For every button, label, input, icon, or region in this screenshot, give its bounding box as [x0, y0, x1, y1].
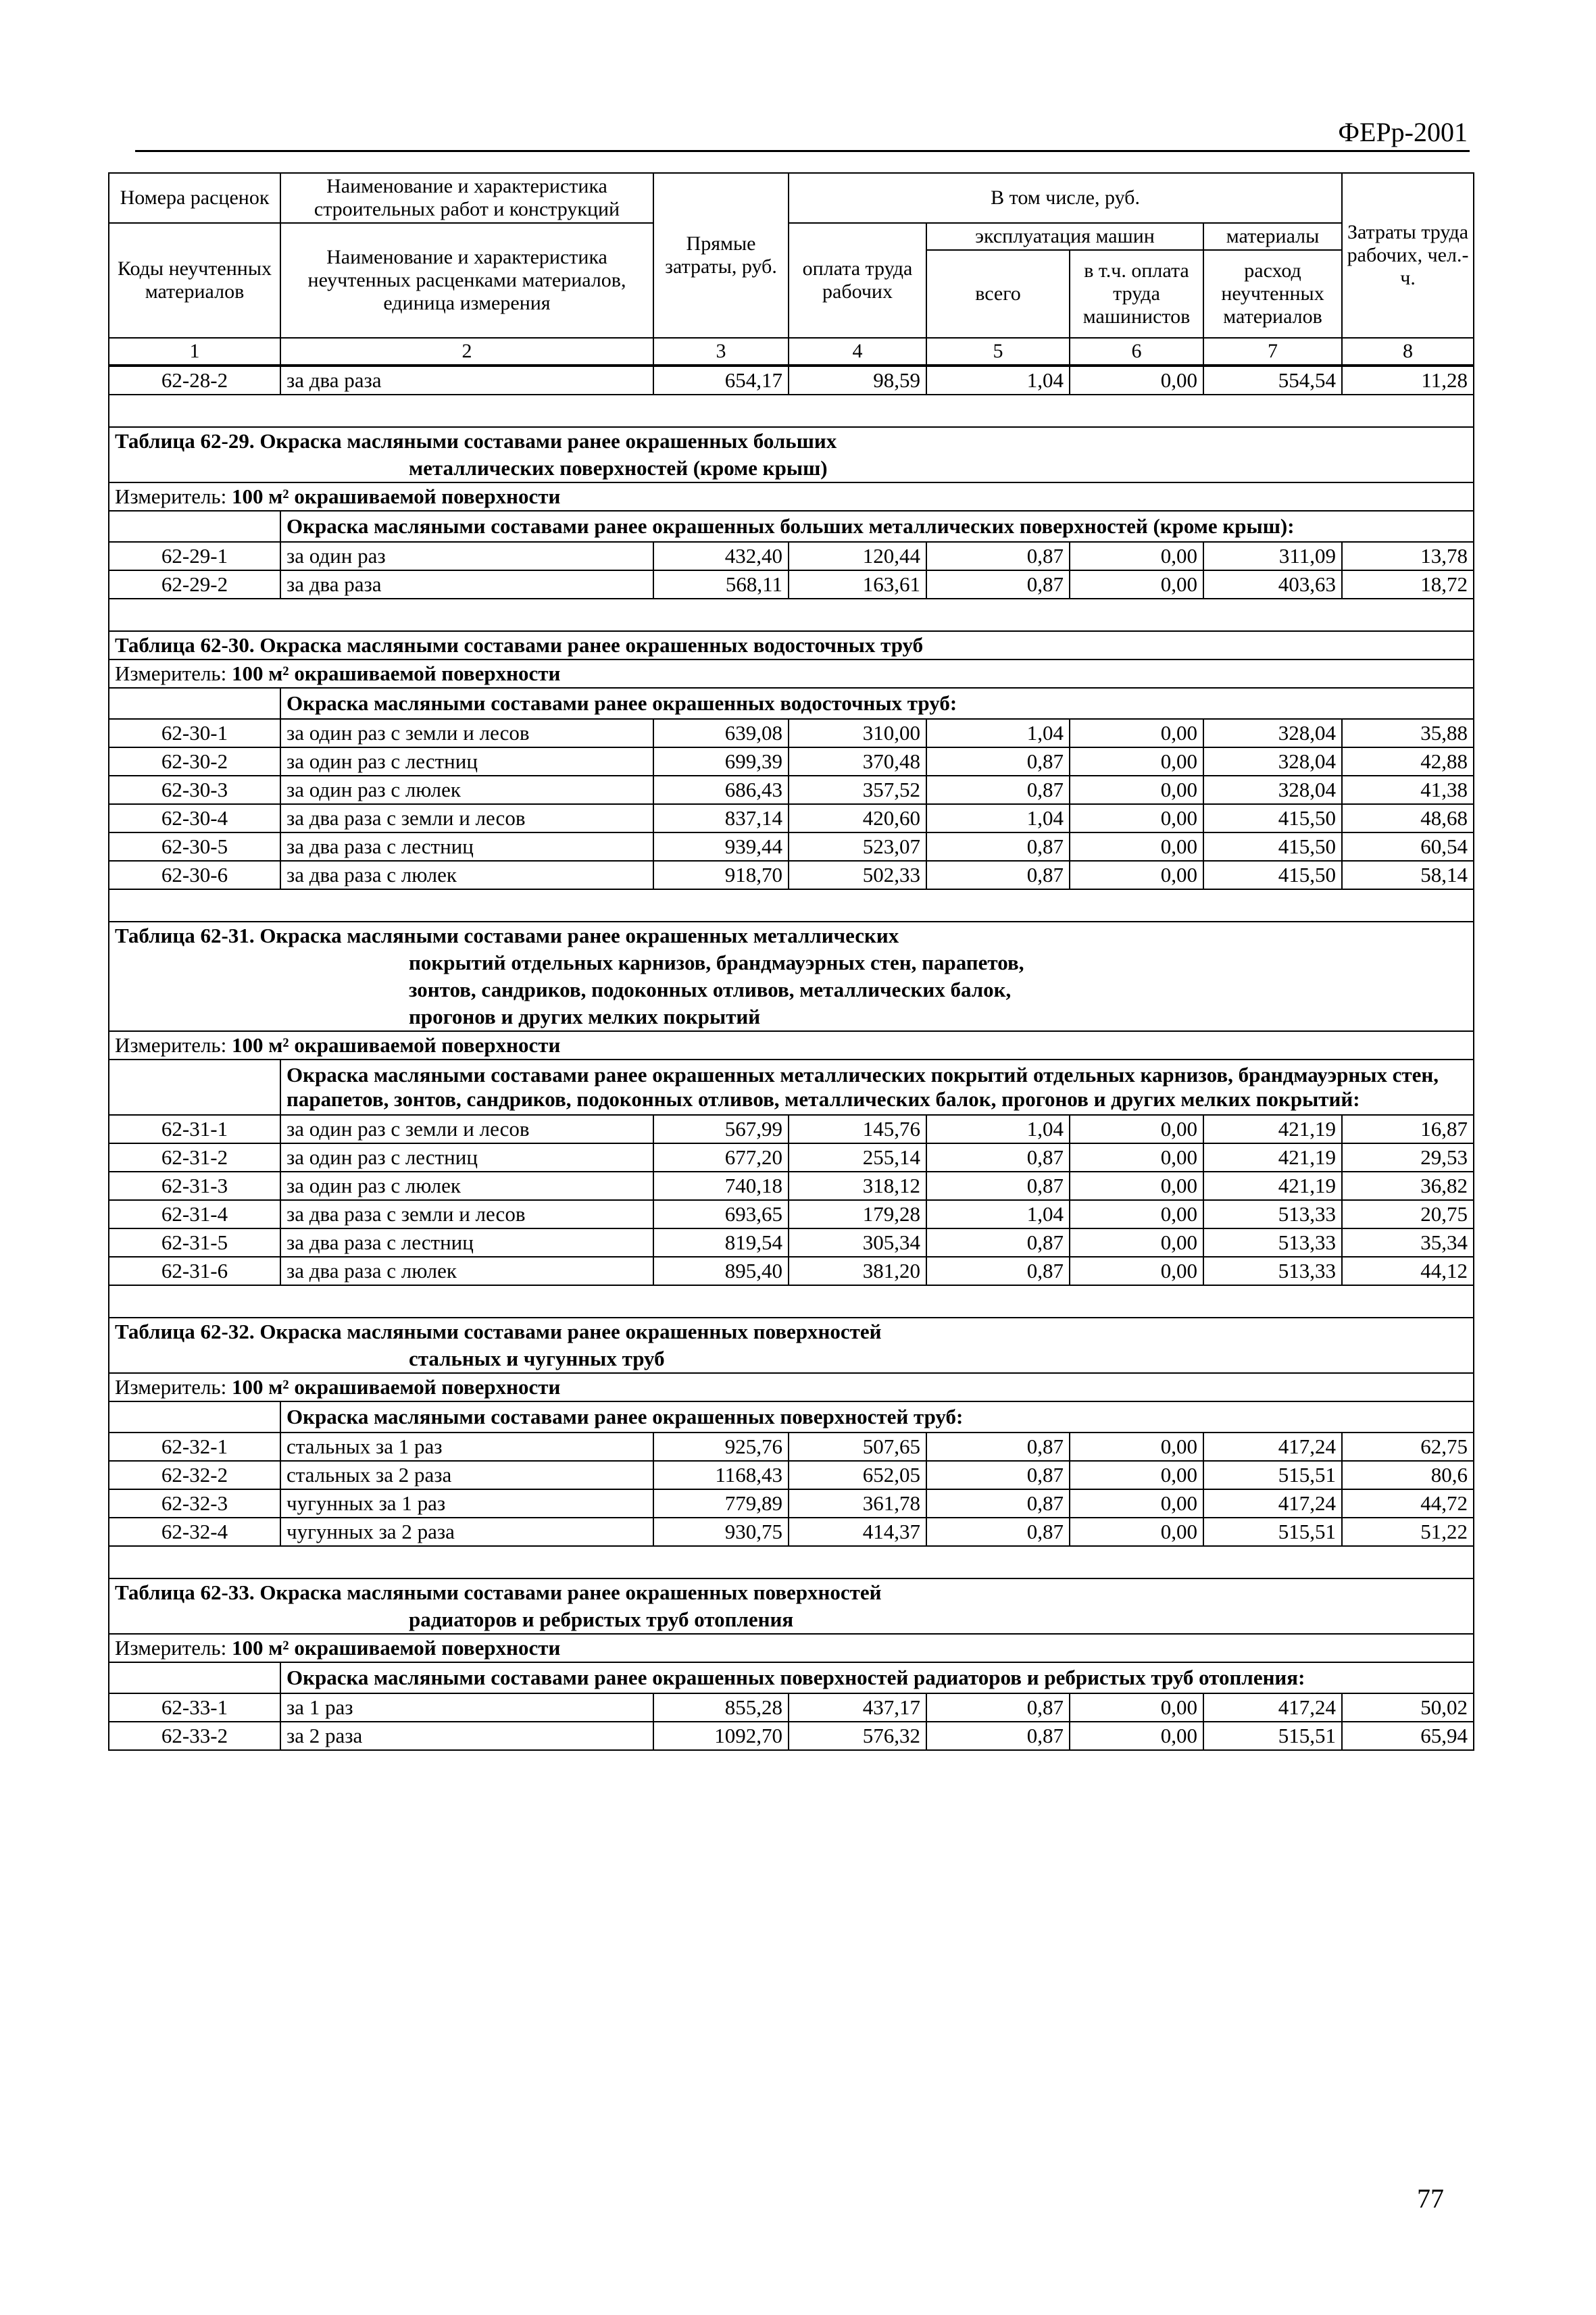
rate-value: 576,32: [789, 1722, 926, 1750]
header-material-names: Наименование и характеристика неучтенных расценками материалов, единица измерения: [280, 223, 653, 338]
measure-value: 100 м² окрашиваемой поверхности: [231, 1033, 561, 1057]
rate-name: за один раз с люлек: [280, 1172, 653, 1200]
rate-value: 639,08: [653, 719, 789, 747]
rate-value: 80,6: [1342, 1461, 1474, 1489]
rate-value: 318,12: [789, 1172, 926, 1200]
table-title: [109, 1578, 1474, 1634]
rate-value: 65,94: [1342, 1722, 1474, 1750]
rate-name: за два раза: [280, 366, 653, 395]
col-number: 5: [926, 338, 1070, 365]
rate-value: 1,04: [926, 719, 1070, 747]
col-number: 7: [1203, 338, 1342, 365]
table-row: [109, 1722, 1474, 1750]
rate-value: 515,51: [1203, 1722, 1342, 1750]
rate-value: 1,04: [926, 1115, 1070, 1143]
rate-code: 62-32-4: [109, 1518, 280, 1546]
rate-code: 62-32-2: [109, 1461, 280, 1489]
rate-value: 0,87: [926, 1693, 1070, 1722]
rate-value: 50,02: [1342, 1693, 1474, 1722]
rate-name: за два раза: [280, 570, 653, 599]
section-row: [109, 1662, 1474, 1693]
table-row: [109, 1200, 1474, 1228]
rate-value: 18,72: [1342, 570, 1474, 599]
rate-value: 0,00: [1070, 1115, 1203, 1143]
header-rule: [135, 150, 1470, 152]
rate-code: 62-32-1: [109, 1433, 280, 1461]
rate-code: 62-31-6: [109, 1257, 280, 1285]
rate-value: 0,87: [926, 1257, 1070, 1285]
rate-value: 819,54: [653, 1228, 789, 1257]
rate-name: за 1 раз: [280, 1693, 653, 1722]
rate-value: 513,33: [1203, 1257, 1342, 1285]
measure-value: 100 м² окрашиваемой поверхности: [231, 1375, 561, 1399]
measure-row: [109, 1634, 1474, 1662]
rate-name: стальных за 1 раз: [280, 1433, 653, 1461]
rate-value: 357,52: [789, 776, 926, 804]
rate-value: 35,88: [1342, 719, 1474, 747]
table-row: [109, 1172, 1474, 1200]
section-code-cell: [109, 1401, 280, 1433]
rate-value: 0,00: [1070, 1433, 1203, 1461]
header-machine-operation: эксплуатация машин: [926, 223, 1203, 250]
rate-code: 62-30-6: [109, 861, 280, 889]
rate-value: 370,48: [789, 747, 926, 776]
rate-value: 437,17: [789, 1693, 926, 1722]
rate-value: 0,00: [1070, 542, 1203, 570]
table-row: [109, 1433, 1474, 1461]
measure-label: Измеритель:: [115, 1636, 232, 1660]
rate-value: 255,14: [789, 1143, 926, 1172]
rate-name: за один раз с люлек: [280, 776, 653, 804]
rate-value: 523,07: [789, 832, 926, 861]
table-title: [109, 427, 1474, 482]
rate-code: 62-33-1: [109, 1693, 280, 1722]
rate-value: 0,00: [1070, 1489, 1203, 1518]
rate-value: 421,19: [1203, 1115, 1342, 1143]
rate-name: за один раз с земли и лесов: [280, 1115, 653, 1143]
header-labor-pay: оплата труда рабочих: [789, 223, 926, 338]
rate-value: 0,00: [1070, 366, 1203, 395]
table-row: [109, 1115, 1474, 1143]
rate-value: 0,87: [926, 1461, 1070, 1489]
section-heading: Окраска масляными составами ранее окрашенных поверхностей радиаторов и ребристых труб отопления:: [280, 1662, 1474, 1693]
table-row: [109, 861, 1474, 889]
rate-value: 1,04: [926, 804, 1070, 832]
rate-value: 163,61: [789, 570, 926, 599]
table-title-line: радиаторов и ребристых труб отопления: [409, 1608, 794, 1631]
rate-value: 420,60: [789, 804, 926, 832]
header-work-name: Наименование и характеристика строительных работ и конструкций: [280, 173, 653, 223]
table-row: [109, 1693, 1474, 1722]
rate-code: 62-31-2: [109, 1143, 280, 1172]
table-row: [109, 1143, 1474, 1172]
rate-value: 98,59: [789, 366, 926, 395]
rate-value: 686,43: [653, 776, 789, 804]
rate-value: 0,00: [1070, 1518, 1203, 1546]
rate-value: 1,04: [926, 1200, 1070, 1228]
measure-row: [109, 1031, 1474, 1060]
table-title-row: [109, 922, 1474, 1031]
rate-value: 930,75: [653, 1518, 789, 1546]
section-heading: Окраска масляными составами ранее окрашенных металлических покрытий отдельных карнизов, брандмауэрных стен, парапетов, зонтов, сандриков, подоконных отливов, металлических балок, прогонов и других мелких покрытий:: [280, 1060, 1474, 1115]
table-title: [109, 631, 1474, 659]
measure-value: 100 м² окрашиваемой поверхности: [231, 662, 561, 685]
rate-value: 179,28: [789, 1200, 926, 1228]
measure-label: Измеритель:: [115, 1375, 232, 1399]
rate-value: 0,87: [926, 1172, 1070, 1200]
rate-value: 939,44: [653, 832, 789, 861]
spacer-row: [109, 395, 1474, 427]
section-heading: Окраска масляными составами ранее окрашенных поверхностей труб:: [280, 1401, 1474, 1433]
rates-frame: [108, 172, 1473, 1751]
rate-value: 0,00: [1070, 861, 1203, 889]
header-materials: материалы: [1203, 223, 1342, 250]
col-number: 8: [1342, 338, 1474, 365]
rate-value: 837,14: [653, 804, 789, 832]
measure-row: [109, 1373, 1474, 1401]
rate-value: 403,63: [1203, 570, 1342, 599]
page-number: 77: [1417, 2183, 1444, 2214]
rate-value: 0,87: [926, 570, 1070, 599]
rate-code: 62-30-5: [109, 832, 280, 861]
rate-code: 62-29-1: [109, 542, 280, 570]
section-row: [109, 511, 1474, 542]
rate-value: 16,87: [1342, 1115, 1474, 1143]
table-title-line: Таблица 62-30. Окраска масляными составами ранее окрашенных водосточных труб: [115, 633, 924, 657]
rate-value: 699,39: [653, 747, 789, 776]
col-number: 4: [789, 338, 926, 365]
rate-value: 417,24: [1203, 1693, 1342, 1722]
rate-value: 328,04: [1203, 719, 1342, 747]
section-row: [109, 1401, 1474, 1433]
table-title-row: [109, 1318, 1474, 1373]
rate-value: 0,00: [1070, 776, 1203, 804]
measure-unit: [109, 659, 1474, 688]
rate-value: 432,40: [653, 542, 789, 570]
table-row: [109, 1489, 1474, 1518]
rate-value: 415,50: [1203, 804, 1342, 832]
table-row: [109, 570, 1474, 599]
spacer-row: [109, 1285, 1474, 1318]
rate-name: за один раз с лестниц: [280, 747, 653, 776]
header-machinist-pay: в т.ч. оплата труда машинистов: [1070, 250, 1203, 338]
rate-value: 0,00: [1070, 1461, 1203, 1489]
rate-name: за два раза с лестниц: [280, 832, 653, 861]
table-row: [109, 776, 1474, 804]
spacer-row: [109, 889, 1474, 922]
table-row: [109, 1257, 1474, 1285]
rate-value: 918,70: [653, 861, 789, 889]
measure-label: Измеритель:: [115, 1033, 232, 1057]
rates-body-table: [108, 366, 1474, 1751]
rate-code: 62-31-3: [109, 1172, 280, 1200]
rate-value: 36,82: [1342, 1172, 1474, 1200]
rate-value: 1,04: [926, 366, 1070, 395]
col-number: 6: [1070, 338, 1203, 365]
rate-value: 0,00: [1070, 1172, 1203, 1200]
rate-value: 13,78: [1342, 542, 1474, 570]
table-row: [109, 1228, 1474, 1257]
table-title-line: покрытий отдельных карнизов, брандмауэрных стен, парапетов,: [409, 951, 1024, 974]
rate-name: за один раз с земли и лесов: [280, 719, 653, 747]
rate-value: 305,34: [789, 1228, 926, 1257]
rate-value: 42,88: [1342, 747, 1474, 776]
rate-value: 381,20: [789, 1257, 926, 1285]
table-row: [109, 542, 1474, 570]
rate-value: 740,18: [653, 1172, 789, 1200]
rate-code: 62-33-2: [109, 1722, 280, 1750]
rate-value: 11,28: [1342, 366, 1474, 395]
rate-value: 0,87: [926, 1722, 1070, 1750]
header-rate-numbers: Номера расценок: [109, 173, 280, 223]
table-title-row: [109, 427, 1474, 482]
document-code: ФЕРр-2001: [1338, 117, 1468, 147]
rate-value: 0,87: [926, 1228, 1070, 1257]
measure-row: [109, 659, 1474, 688]
rate-value: 44,12: [1342, 1257, 1474, 1285]
rate-value: 513,33: [1203, 1200, 1342, 1228]
section-code-cell: [109, 1060, 280, 1115]
rate-value: 567,99: [653, 1115, 789, 1143]
spacer-cell: [109, 889, 1474, 922]
section-heading: Окраска масляными составами ранее окрашенных больших металлических поверхностей (кроме крыш):: [280, 511, 1474, 542]
section-row: [109, 1060, 1474, 1115]
rate-value: 0,00: [1070, 570, 1203, 599]
rate-value: 1092,70: [653, 1722, 789, 1750]
rate-value: 507,65: [789, 1433, 926, 1461]
rate-value: 361,78: [789, 1489, 926, 1518]
header-machine-total: всего: [926, 250, 1070, 338]
table-row: [109, 804, 1474, 832]
section-row: [109, 688, 1474, 719]
rate-value: 328,04: [1203, 747, 1342, 776]
table-title-line: металлических поверхностей (кроме крыш): [409, 456, 828, 480]
measure-value: 100 м² окрашиваемой поверхности: [231, 484, 561, 508]
section-code-cell: [109, 688, 280, 719]
rate-code: 62-31-4: [109, 1200, 280, 1228]
table-row: [109, 1518, 1474, 1546]
rate-value: 310,00: [789, 719, 926, 747]
rate-name: чугунных за 1 раз: [280, 1489, 653, 1518]
rate-value: 58,14: [1342, 861, 1474, 889]
spacer-cell: [109, 1546, 1474, 1578]
rate-value: 60,54: [1342, 832, 1474, 861]
table-title-line: Таблица 62-32. Окраска масляными составами ранее окрашенных поверхностей: [115, 1320, 882, 1343]
rate-value: 0,00: [1070, 1257, 1203, 1285]
rate-name: чугунных за 2 раза: [280, 1518, 653, 1546]
spacer-cell: [109, 599, 1474, 631]
rate-value: 554,54: [1203, 366, 1342, 395]
table-row: [109, 719, 1474, 747]
section-code-cell: [109, 1662, 280, 1693]
rate-value: 0,00: [1070, 1693, 1203, 1722]
rate-value: 0,87: [926, 542, 1070, 570]
measure-label: Измеритель:: [115, 662, 232, 685]
rate-value: 0,87: [926, 1489, 1070, 1518]
measure-label: Измеритель:: [115, 484, 232, 508]
rate-value: 0,87: [926, 1433, 1070, 1461]
rate-name: за два раза с лестниц: [280, 1228, 653, 1257]
rate-name: за два раза с люлек: [280, 861, 653, 889]
spacer-row: [109, 599, 1474, 631]
table-title-line: Таблица 62-33. Окраска масляными составами ранее окрашенных поверхностей: [115, 1580, 882, 1604]
rate-value: 0,00: [1070, 1143, 1203, 1172]
measure-unit: [109, 482, 1474, 511]
rate-value: 311,09: [1203, 542, 1342, 570]
rate-value: 677,20: [653, 1143, 789, 1172]
rate-value: 895,40: [653, 1257, 789, 1285]
rate-value: 48,68: [1342, 804, 1474, 832]
rate-value: 120,44: [789, 542, 926, 570]
measure-row: [109, 482, 1474, 511]
rate-value: 417,24: [1203, 1433, 1342, 1461]
table-row: [109, 747, 1474, 776]
rate-name: за один раз с лестниц: [280, 1143, 653, 1172]
rate-value: 693,65: [653, 1200, 789, 1228]
rate-value: 515,51: [1203, 1518, 1342, 1546]
rate-value: 51,22: [1342, 1518, 1474, 1546]
rate-value: 779,89: [653, 1489, 789, 1518]
rate-value: 0,00: [1070, 832, 1203, 861]
rate-name: стальных за 2 раза: [280, 1461, 653, 1489]
rate-name: за два раза с люлек: [280, 1257, 653, 1285]
rate-value: 0,87: [926, 1518, 1070, 1546]
rate-value: 417,24: [1203, 1489, 1342, 1518]
spacer-row: [109, 1546, 1474, 1578]
rate-value: 415,50: [1203, 861, 1342, 889]
col-number: 2: [280, 338, 653, 365]
header-including: В том числе, руб.: [789, 173, 1342, 223]
header-labor-costs: Затраты труда рабочих, чел.-ч.: [1342, 173, 1474, 338]
rate-value: 0,87: [926, 1143, 1070, 1172]
rate-value: 0,00: [1070, 804, 1203, 832]
header-material-codes: Коды неучтенных материалов: [109, 223, 280, 338]
rate-name: за два раза с земли и лесов: [280, 1200, 653, 1228]
col-number: 3: [653, 338, 789, 365]
rate-value: 0,87: [926, 861, 1070, 889]
rate-value: 654,17: [653, 366, 789, 395]
rate-code: 62-30-2: [109, 747, 280, 776]
rate-value: 421,19: [1203, 1172, 1342, 1200]
table-title-row: [109, 1578, 1474, 1634]
rate-value: 515,51: [1203, 1461, 1342, 1489]
column-header-table: [108, 172, 1474, 366]
section-code-cell: [109, 511, 280, 542]
rate-value: 1168,43: [653, 1461, 789, 1489]
rate-value: 415,50: [1203, 832, 1342, 861]
rate-value: 568,11: [653, 570, 789, 599]
col-number: 1: [109, 338, 280, 365]
rate-value: 145,76: [789, 1115, 926, 1143]
measure-unit: [109, 1373, 1474, 1401]
rate-value: 0,00: [1070, 1722, 1203, 1750]
measure-unit: [109, 1031, 1474, 1060]
measure-unit: [109, 1634, 1474, 1662]
rate-value: 0,87: [926, 747, 1070, 776]
measure-value: 100 м² окрашиваемой поверхности: [231, 1636, 561, 1660]
rate-value: 35,34: [1342, 1228, 1474, 1257]
rate-value: 502,33: [789, 861, 926, 889]
rate-value: 0,00: [1070, 747, 1203, 776]
rate-code: 62-30-4: [109, 804, 280, 832]
rate-code: 62-32-3: [109, 1489, 280, 1518]
table-title: [109, 1318, 1474, 1373]
rate-value: 0,00: [1070, 719, 1203, 747]
table-title-line: Таблица 62-31. Окраска масляными составами ранее окрашенных металлических: [115, 924, 899, 947]
table-title-line: стальных и чугунных труб: [409, 1347, 665, 1370]
rate-code: 62-31-5: [109, 1228, 280, 1257]
rate-name: за 2 раза: [280, 1722, 653, 1750]
rate-value: 41,38: [1342, 776, 1474, 804]
rate-value: 414,37: [789, 1518, 926, 1546]
rate-value: 328,04: [1203, 776, 1342, 804]
rate-value: 421,19: [1203, 1143, 1342, 1172]
header-direct-costs: Прямые затраты, руб.: [653, 173, 789, 338]
table-title-row: [109, 631, 1474, 659]
section-heading: Окраска масляными составами ранее окрашенных водосточных труб:: [280, 688, 1474, 719]
table-row: [109, 832, 1474, 861]
rate-value: 0,87: [926, 832, 1070, 861]
rate-value: 29,53: [1342, 1143, 1474, 1172]
rate-value: 925,76: [653, 1433, 789, 1461]
header-materials-unaccounted: расход неучтенных материалов: [1203, 250, 1342, 338]
rate-value: 0,87: [926, 776, 1070, 804]
rate-value: 0,00: [1070, 1200, 1203, 1228]
spacer-cell: [109, 1285, 1474, 1318]
rate-value: 44,72: [1342, 1489, 1474, 1518]
spacer-cell: [109, 395, 1474, 427]
rate-value: 20,75: [1342, 1200, 1474, 1228]
rate-value: 855,28: [653, 1693, 789, 1722]
rate-value: 652,05: [789, 1461, 926, 1489]
table-title-line: Таблица 62-29. Окраска масляными составами ранее окрашенных больших: [115, 429, 837, 453]
rate-value: 0,00: [1070, 1228, 1203, 1257]
rate-code: 62-29-2: [109, 570, 280, 599]
rate-name: за два раза с земли и лесов: [280, 804, 653, 832]
table-row: [109, 1461, 1474, 1489]
rate-code: 62-30-3: [109, 776, 280, 804]
table-row: [109, 366, 1474, 395]
table-title: [109, 922, 1474, 1031]
rate-code: 62-31-1: [109, 1115, 280, 1143]
rate-code: 62-30-1: [109, 719, 280, 747]
table-title-line: прогонов и других мелких покрытий: [409, 1005, 761, 1028]
table-title-line: зонтов, сандриков, подоконных отливов, металлических балок,: [409, 978, 1012, 1001]
rate-value: 513,33: [1203, 1228, 1342, 1257]
rate-name: за один раз: [280, 542, 653, 570]
rate-value: 62,75: [1342, 1433, 1474, 1461]
rate-code: 62-28-2: [109, 366, 280, 395]
